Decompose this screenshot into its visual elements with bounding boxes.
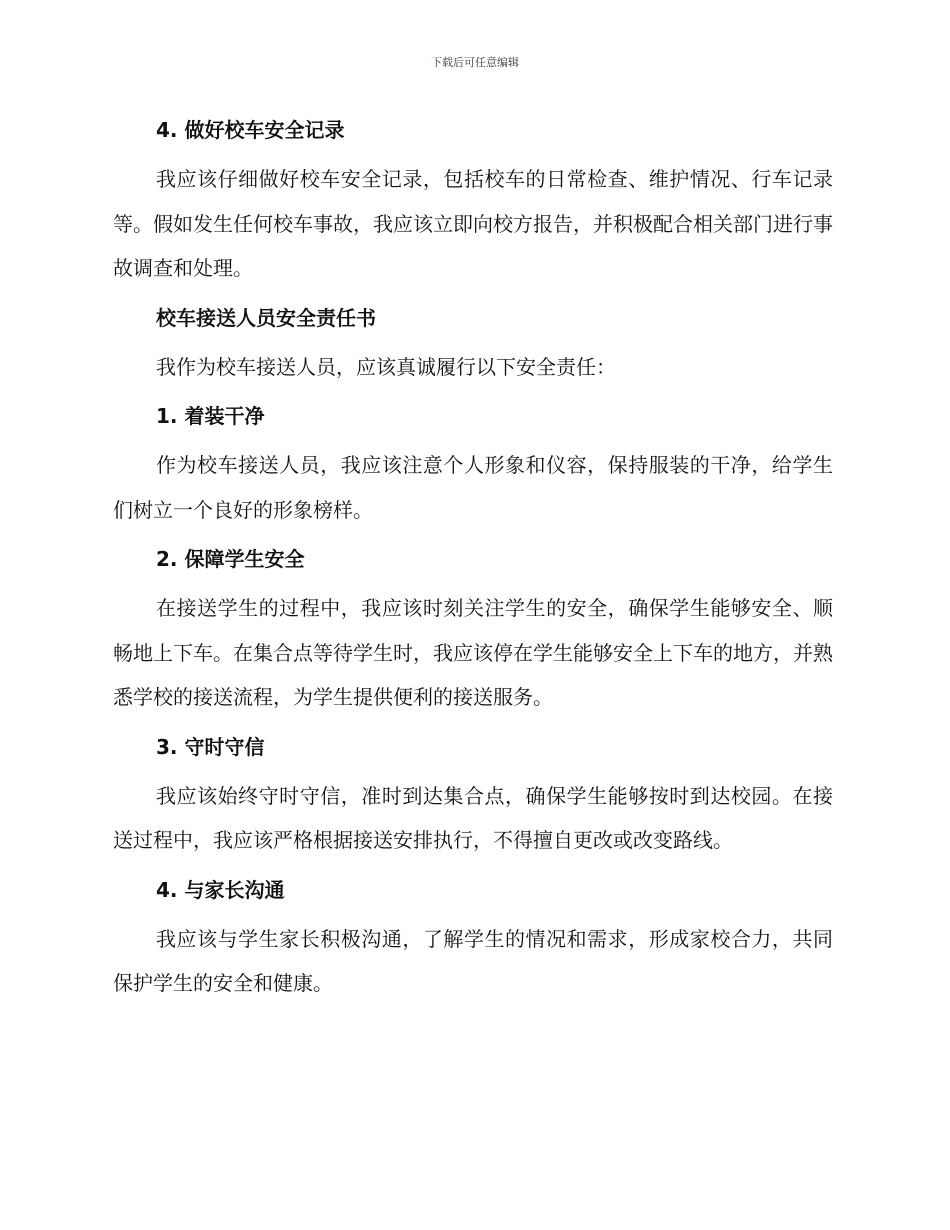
document-title: 校车接送人员安全责任书 — [156, 305, 376, 330]
paragraph: 我作为校车接送人员，应该真诚履行以下安全责任： — [156, 354, 616, 379]
paragraph: 我应该与学生家长积极沟通，了解学生的情况和需求，形成家校合力，共同保护学生的安全和健康。 — [113, 926, 833, 995]
paragraph: 作为校车接送人员，我应该注意个人形象和仪容，保持服装的干净，给学生们树立一个良好的形象榜样。 — [113, 453, 833, 522]
section-heading: 4. 与家长沟通 — [156, 877, 285, 902]
document-body — [113, 112, 833, 1006]
paragraph: 我应该仔细做好校车安全记录，包括校车的日常检查、维护情况、行车记录等。假如发生任何校车事故，我应该立即向校方报告，并积极配合相关部门进行事故调查和处理。 — [113, 167, 833, 280]
section-heading: 3. 守时守信 — [156, 734, 265, 759]
paragraph: 在接送学生的过程中，我应该时刻关注学生的安全，确保学生能够安全、顺畅地上下车。在集合点等待学生时，我应该停在学生能够安全上下车的地方，并熟悉学校的接送流程，为学生提供便利的接送服务。 — [113, 596, 833, 709]
section-heading: 4. 做好校车安全记录 — [156, 118, 345, 142]
section-heading: 2. 保障学生安全 — [156, 547, 305, 571]
header-note: 下载后可任意编辑 — [431, 56, 519, 69]
section-heading: 1. 着装干净 — [156, 404, 265, 428]
paragraph: 我应该始终守时守信，准时到达集合点，确保学生能够按时到达校园。在接送过程中，我应该严格根据接送安排执行，不得擅自更改或改变路线。 — [113, 783, 833, 852]
